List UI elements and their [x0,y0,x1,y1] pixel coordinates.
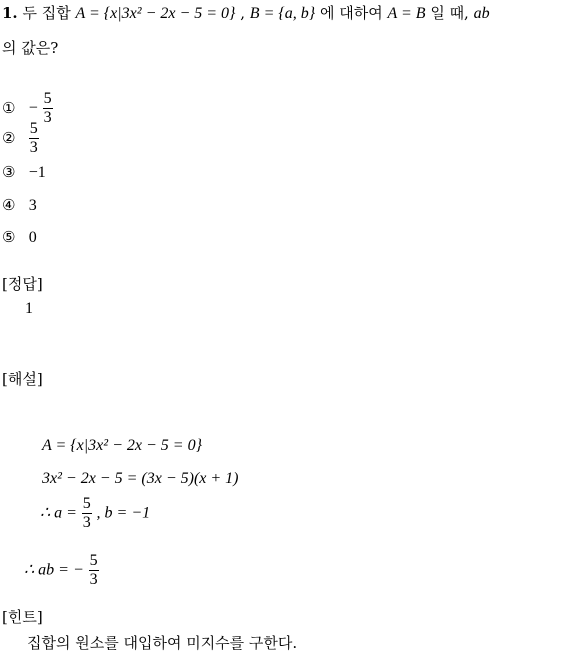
explanation-line-1: A = {x|3x² − 2x − 5 = 0} [42,437,202,454]
choice-5 [2,228,37,247]
question-target: ab [473,5,490,22]
fraction-denominator: 3 [29,139,38,156]
line3-suffix: , b = −1 [96,504,151,522]
explanation-line-3 [40,495,150,532]
choice-sign: − [28,99,38,117]
line4-fraction [89,552,99,589]
explanation-line-4 [24,552,99,589]
choice-marker: ③ [2,163,16,181]
set-equality: A = B [387,5,426,22]
choice-marker: ④ [2,196,16,214]
fraction-numerator: 5 [43,90,52,107]
choice-3 [2,163,46,182]
choice-value: −1 [28,164,46,181]
set-a-definition: A = {x|3x² − 2x − 5 = 0} [75,5,236,22]
question-text-end: 의 값은? [2,39,59,57]
set-b-definition: B = {a, b} [249,5,316,22]
hint-text: 집합의 원소를 대입하여 미지수를 구한다. [27,634,298,652]
line3-fraction [82,495,92,532]
choice-fraction [29,120,39,157]
explanation-line-2: 3x² − 2x − 5 = (3x − 5)(x + 1) [42,470,239,487]
choice-2 [2,120,39,157]
hint-heading: [힌트] [2,608,43,626]
answer-value: 1 [25,300,33,317]
choice-marker: ① [2,98,16,117]
line4-prefix: ∴ ab = − [24,561,84,579]
question-line-2 [2,37,58,58]
question-text-mid: 에 대하여 [319,4,383,22]
choice-4 [2,196,37,215]
explanation-heading: [해설] [2,370,43,388]
line3-prefix: ∴ a = [40,504,77,522]
fraction-denominator: 3 [43,109,52,126]
choice-fraction [43,90,53,127]
question-line-1 [2,2,490,23]
fraction-numerator: 5 [89,552,98,569]
choice-marker: ② [2,128,16,147]
question-comma: , [240,4,246,22]
fraction-numerator: 5 [82,495,91,512]
question-text-when: 일 때, [430,4,469,22]
choice-value: 3 [28,197,37,214]
choice-marker: ⑤ [2,228,16,246]
choice-value: 0 [28,229,37,246]
question-number: 1. [2,4,18,22]
question-text-prefix: 두 집합 [22,4,71,22]
answer-heading: [정답] [2,275,43,293]
fraction-denominator: 3 [89,571,98,588]
fraction-numerator: 5 [29,120,38,137]
fraction-denominator: 3 [82,514,91,531]
